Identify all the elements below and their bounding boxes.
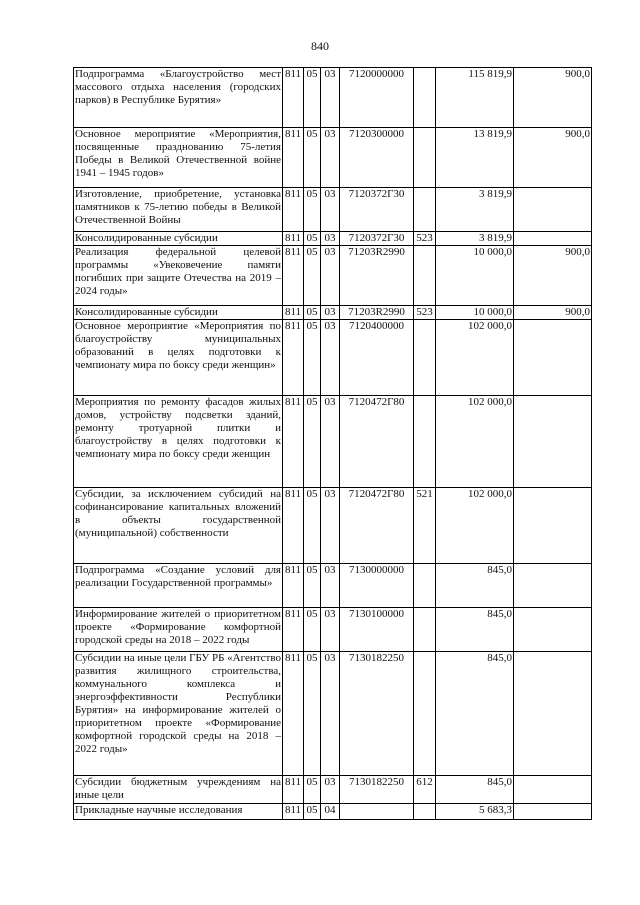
ministry-code: 811 bbox=[283, 232, 304, 246]
section-code: 05 bbox=[304, 488, 321, 564]
subsection-code: 03 bbox=[321, 128, 340, 188]
row-name: Подпрограмма «Благоустройство мест массового отдыха населения (городских парков) в Республике Бурятия» bbox=[74, 68, 283, 128]
ministry-code: 811 bbox=[283, 564, 304, 608]
expense-type: 523 bbox=[414, 232, 436, 246]
table-row bbox=[74, 804, 592, 820]
expense-type: 521 bbox=[414, 488, 436, 564]
expense-type bbox=[414, 652, 436, 776]
expense-type bbox=[414, 804, 436, 820]
table-row bbox=[74, 776, 592, 804]
amount-2020: 3 819,9 bbox=[436, 188, 514, 232]
ministry-code: 811 bbox=[283, 128, 304, 188]
expense-type bbox=[414, 68, 436, 128]
subsection-code: 03 bbox=[321, 232, 340, 246]
subsection-code: 03 bbox=[321, 188, 340, 232]
section-code: 05 bbox=[304, 608, 321, 652]
row-name: Информирование жителей о приоритетном проекте «Формирование комфортной городской среды на 2018 – 2022 годы bbox=[74, 608, 283, 652]
target-article: 7120000000 bbox=[340, 68, 414, 128]
subsection-code: 03 bbox=[321, 246, 340, 306]
section-code: 05 bbox=[304, 652, 321, 776]
expense-type bbox=[414, 396, 436, 488]
ministry-code: 811 bbox=[283, 804, 304, 820]
section-code: 05 bbox=[304, 246, 321, 306]
ministry-code: 811 bbox=[283, 320, 304, 396]
amount-2020: 845,0 bbox=[436, 564, 514, 608]
target-article: 7130000000 bbox=[340, 564, 414, 608]
target-article: 7120372Г30 bbox=[340, 232, 414, 246]
row-name: Субсидии на иные цели ГБУ РБ «Агентство развития жилищного строительства, коммунального комплекса и энергоэффективности Республики Бурятия» на информирование жителей о приоритетном проекте «Формирование комфортной городской среды на 2018 – 2022 годы» bbox=[74, 652, 283, 776]
table-row bbox=[74, 68, 592, 128]
subsection-code: 03 bbox=[321, 564, 340, 608]
amount-federal bbox=[514, 804, 592, 820]
table-row bbox=[74, 246, 592, 306]
target-article: 71203R2990 bbox=[340, 306, 414, 320]
amount-federal: 900,0 bbox=[514, 306, 592, 320]
amount-federal bbox=[514, 652, 592, 776]
section-code: 05 bbox=[304, 128, 321, 188]
table-row bbox=[74, 306, 592, 320]
subsection-code: 03 bbox=[321, 776, 340, 804]
subsection-code: 04 bbox=[321, 804, 340, 820]
ministry-code: 811 bbox=[283, 608, 304, 652]
table-row bbox=[74, 564, 592, 608]
target-article: 7120300000 bbox=[340, 128, 414, 188]
subsection-code: 03 bbox=[321, 652, 340, 776]
target-article: 7120372Г30 bbox=[340, 188, 414, 232]
row-name: Мероприятия по ремонту фасадов жилых домов, устройству подсветки зданий, ремонту тротуарной плитки и благоустройству в целях подготовки к чемпионату мира по боксу среди женщин bbox=[74, 396, 283, 488]
expense-type bbox=[414, 128, 436, 188]
amount-2020: 102 000,0 bbox=[436, 320, 514, 396]
section-code: 05 bbox=[304, 804, 321, 820]
expense-type bbox=[414, 320, 436, 396]
target-article: 7120472Г80 bbox=[340, 488, 414, 564]
subsection-code: 03 bbox=[321, 306, 340, 320]
row-name: Консолидированные субсидии bbox=[74, 232, 283, 246]
section-code: 05 bbox=[304, 776, 321, 804]
amount-federal bbox=[514, 188, 592, 232]
row-name: Субсидии бюджетным учреждениям на иные цели bbox=[74, 776, 283, 804]
target-article: 7130100000 bbox=[340, 608, 414, 652]
amount-federal: 900,0 bbox=[514, 246, 592, 306]
table-row bbox=[74, 232, 592, 246]
amount-federal: 900,0 bbox=[514, 68, 592, 128]
amount-federal bbox=[514, 488, 592, 564]
target-article: 71203R2990 bbox=[340, 246, 414, 306]
row-name: Основное мероприятие «Мероприятия по благоустройству муниципальных образований в целях подготовки к чемпионату мира по боксу среди женщин» bbox=[74, 320, 283, 396]
ministry-code: 811 bbox=[283, 652, 304, 776]
amount-2020: 102 000,0 bbox=[436, 488, 514, 564]
amount-2020: 3 819,9 bbox=[436, 232, 514, 246]
amount-2020: 845,0 bbox=[436, 608, 514, 652]
ministry-code: 811 bbox=[283, 488, 304, 564]
table-row bbox=[74, 652, 592, 776]
section-code: 05 bbox=[304, 564, 321, 608]
amount-federal bbox=[514, 232, 592, 246]
amount-2020: 10 000,0 bbox=[436, 246, 514, 306]
row-name: Консолидированные субсидии bbox=[74, 306, 283, 320]
ministry-code: 811 bbox=[283, 776, 304, 804]
amount-2020: 845,0 bbox=[436, 652, 514, 776]
row-name: Реализация федеральной целевой программы «Увековечение памяти погибших при защите Отечества на 2019 – 2024 годы» bbox=[74, 246, 283, 306]
amount-federal bbox=[514, 608, 592, 652]
amount-2020: 5 683,3 bbox=[436, 804, 514, 820]
ministry-code: 811 bbox=[283, 68, 304, 128]
target-article bbox=[340, 804, 414, 820]
table-row bbox=[74, 128, 592, 188]
amount-federal bbox=[514, 564, 592, 608]
amount-federal: 900,0 bbox=[514, 128, 592, 188]
table-row bbox=[74, 488, 592, 564]
ministry-code: 811 bbox=[283, 396, 304, 488]
amount-2020: 845,0 bbox=[436, 776, 514, 804]
table-row bbox=[74, 396, 592, 488]
ministry-code: 811 bbox=[283, 188, 304, 232]
amount-federal bbox=[514, 776, 592, 804]
amount-2020: 115 819,9 bbox=[436, 68, 514, 128]
ministry-code: 811 bbox=[283, 306, 304, 320]
amount-federal bbox=[514, 320, 592, 396]
subsection-code: 03 bbox=[321, 488, 340, 564]
subsection-code: 03 bbox=[321, 320, 340, 396]
section-code: 05 bbox=[304, 320, 321, 396]
expense-type: 612 bbox=[414, 776, 436, 804]
page-number: 840 bbox=[311, 39, 329, 53]
row-name: Основное мероприятие «Мероприятия, посвященные празднованию 75-летия Победы в Великой Отечественной войне 1941 – 1945 годов» bbox=[74, 128, 283, 188]
amount-2020: 10 000,0 bbox=[436, 306, 514, 320]
expense-type bbox=[414, 564, 436, 608]
target-article: 7120400000 bbox=[340, 320, 414, 396]
expense-type bbox=[414, 246, 436, 306]
row-name: Изготовление, приобретение, установка памятников к 75-летию победы в Великой Отечественной Войны bbox=[74, 188, 283, 232]
amount-2020: 13 819,9 bbox=[436, 128, 514, 188]
section-code: 05 bbox=[304, 232, 321, 246]
subsection-code: 03 bbox=[321, 396, 340, 488]
amount-federal bbox=[514, 396, 592, 488]
expense-type: 523 bbox=[414, 306, 436, 320]
subsection-code: 03 bbox=[321, 68, 340, 128]
section-code: 05 bbox=[304, 68, 321, 128]
table-row bbox=[74, 320, 592, 396]
table-row bbox=[74, 608, 592, 652]
row-name: Прикладные научные исследования bbox=[74, 804, 283, 820]
target-article: 7120472Г80 bbox=[340, 396, 414, 488]
ministry-code: 811 bbox=[283, 246, 304, 306]
target-article: 7130182250 bbox=[340, 652, 414, 776]
section-code: 05 bbox=[304, 188, 321, 232]
budget-table bbox=[73, 67, 592, 820]
amount-2020: 102 000,0 bbox=[436, 396, 514, 488]
expense-type bbox=[414, 188, 436, 232]
subsection-code: 03 bbox=[321, 608, 340, 652]
expense-type bbox=[414, 608, 436, 652]
section-code: 05 bbox=[304, 306, 321, 320]
table-body bbox=[74, 68, 592, 820]
target-article: 7130182250 bbox=[340, 776, 414, 804]
section-code: 05 bbox=[304, 396, 321, 488]
table-row bbox=[74, 188, 592, 232]
row-name: Субсидии, за исключением субсидий на софинансирование капитальных вложений в объекты государственной (муниципальной) собственности bbox=[74, 488, 283, 564]
row-name: Подпрограмма «Создание условий для реализации Государственной программы» bbox=[74, 564, 283, 608]
